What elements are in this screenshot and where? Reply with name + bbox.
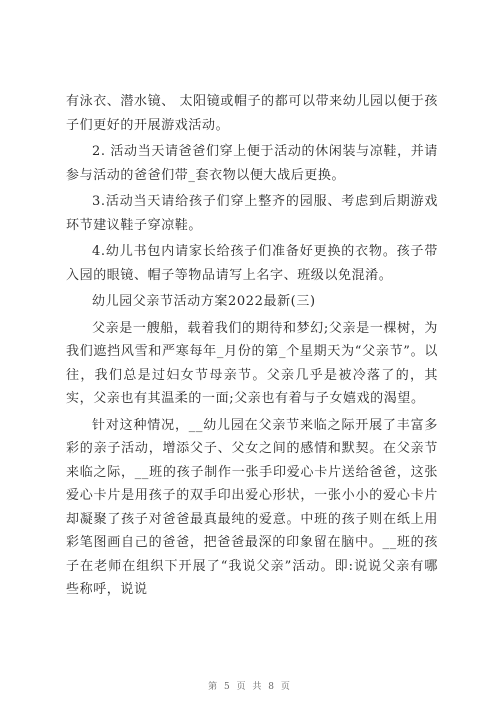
document-body [66,90,438,602]
section-heading: 幼儿园父亲节活动方案2022最新(三) [92,294,316,309]
paragraph-item-2: 2. 活动当天请爸爸们穿上便于活动的休闲装与凉鞋，并请参与活动的爸爸们带_套衣物以便大战后更换。 [66,144,438,183]
paragraph-father-intro: 父亲是一艘船，载着我们的期待和梦幻;父亲是一棵树，为我们遮挡风雪和严寒每年_月份的第_个星期天为“父亲节”。以往，我们总是过妇女节母亲节。父亲几乎是被冷落了的，其实，父亲也有其温柔的一面;父亲也有着与子女嬉戏的渴望。 [66,320,438,406]
paragraph-swimwear-note: 有泳衣、潜水镜、 太阳镜或帽子的都可以带来幼儿园以便于孩子们更好的开展游戏活动。 [66,94,438,133]
paragraph-item-3: 3.活动当天请给孩子们穿上整齐的园服、考虑到后期游戏环节建议鞋子穿凉鞋。 [66,194,438,233]
page-footer: 第 5 页 共 8 页 [208,682,292,692]
paragraph-activity-description: 针对这种情况，__幼儿园在父亲节来临之际开展了丰富多彩的亲子活动，增添父子、父女之间的感情和默契。在父亲节来临之际，__班的孩子制作一张手印爱心卡片送给爸爸，这张爱心卡片是用孩子的双手印出爱心形状，一张小小的爱心卡片却凝聚了孩子对爸爸最真最纯的爱意。中班的孩子则在纸上用彩笔图画自己的爸爸，把爸爸最深的印象留在脑中。__班的孩子在老师在组织下开展了“我说父亲”活动。即:说说父亲有哪些称呼，说说 [66,417,438,597]
paragraph-item-4: 4.幼儿书包内请家长给孩子们准备好更换的衣物。孩子带入园的眼镜、帽子等物品请写上名字、班级以免混淆。 [66,244,438,283]
